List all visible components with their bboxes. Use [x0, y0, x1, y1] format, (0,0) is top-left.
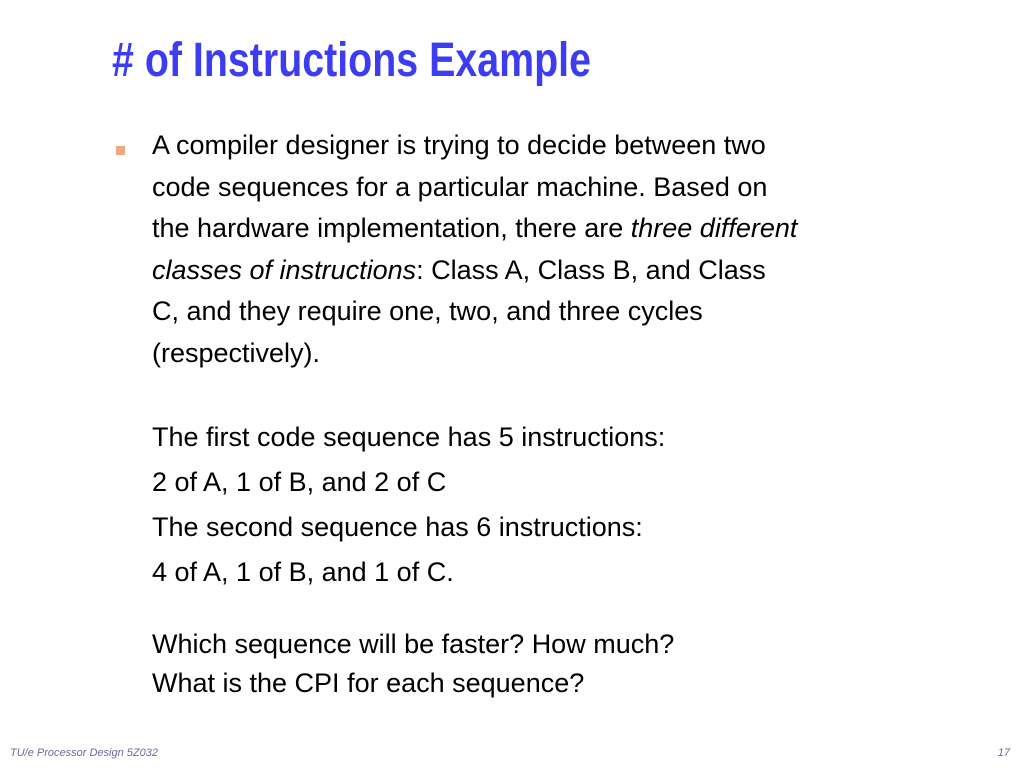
second-sequence-text: The second sequence has 6 instructions: — [152, 512, 643, 542]
intro-paragraph — [152, 125, 992, 374]
bullet-square-icon — [116, 146, 125, 155]
footer-course-label: TU/e Processor Design 5Z032 — [10, 747, 158, 759]
intro-line — [152, 250, 992, 292]
intro-line: (respectively). — [152, 337, 321, 368]
intro-line: code sequences for a particular machine. Based on — [152, 171, 768, 202]
second-sequence-detail: 4 of A, 1 of B, and 1 of C. — [152, 557, 454, 587]
intro-line: A compiler designer is trying to decide between two — [152, 130, 766, 160]
first-sequence-text: The first code sequence has 5 instructions: — [152, 422, 666, 452]
emphasis-text: classes of instructions — [152, 254, 417, 285]
intro-line: C, and they require one, two, and three cycles — [152, 296, 703, 326]
intro-text: the hardware implementation, there are — [152, 213, 631, 243]
question-text: What is the CPI for each sequence? — [152, 668, 585, 698]
intro-text: : Class A, Class B, and Class — [416, 254, 766, 285]
slide-title: # of Instructions Example — [112, 34, 591, 87]
first-sequence-detail: 2 of A, 1 of B, and 2 of C — [152, 467, 447, 497]
emphasis-text: three different — [630, 213, 798, 243]
page-number: 17 — [997, 747, 1010, 759]
question-text: Which sequence will be faster? How much? — [152, 629, 675, 659]
intro-line — [152, 208, 992, 250]
